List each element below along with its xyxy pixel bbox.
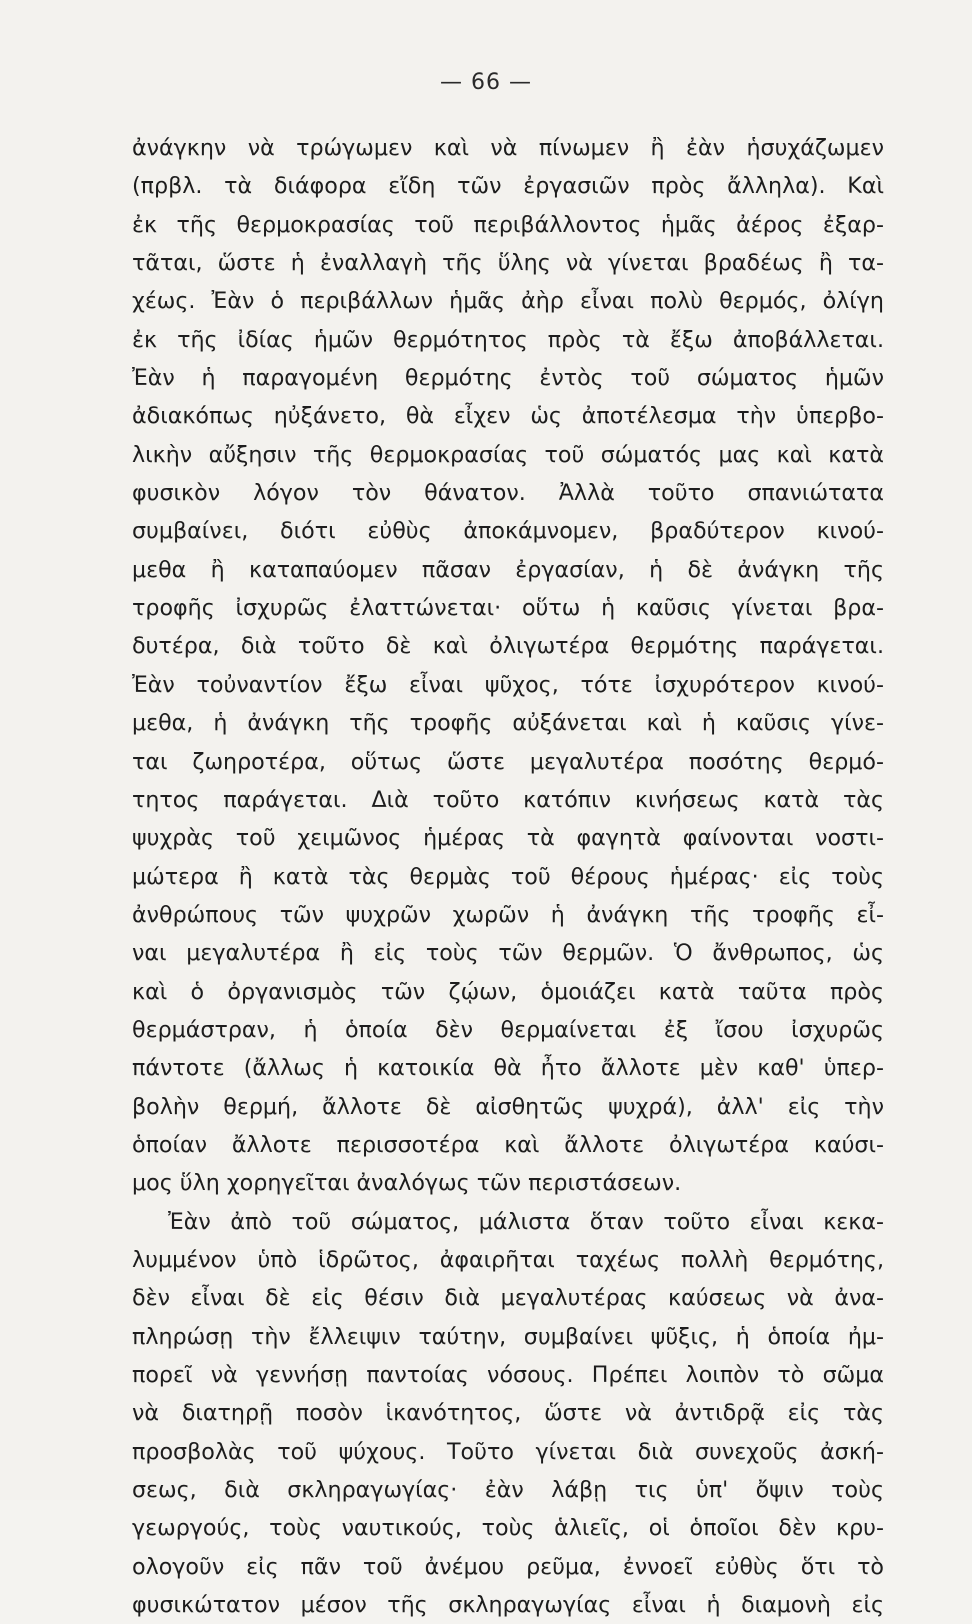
text-line: ολογοῦν εἰς πᾶν τοῦ ἀνέμου ρεῦμα, ἐννοεῖ εὐθὺς ὅτι τὸ bbox=[132, 1553, 884, 1580]
text-line: πάντοτε (ἄλλως ἡ κατοικία θὰ ἦτο ἄλλοτε μὲν καθ' ὑπερ- bbox=[132, 1055, 884, 1082]
text-line: σεως, διὰ σκληραγωγίας· ἐὰν λάβῃ τις ὑπ' ὄψιν τοὺς bbox=[132, 1477, 884, 1504]
text-line: μος ὕλη χορηγεῖται ἀναλόγως τῶν περιστάσεων. bbox=[132, 1170, 682, 1197]
text-line: ὁποίαν ἄλλοτε περισσοτέρα καὶ ἄλλοτε ὀλιγωτέρα καύσι- bbox=[132, 1131, 884, 1158]
text-line: λυμμένον ὑπὸ ἱδρῶτος, ἀφαιρῆται ταχέως πολλὴ θερμότης, bbox=[132, 1246, 884, 1273]
text-line: δυτέρα, διὰ τοῦτο δὲ καὶ ὀλιγωτέρα θερμότης παράγεται. bbox=[132, 633, 884, 660]
text-line: πληρώσῃ τὴν ἔλλειψιν ταύτην, συμβαίνει ψῦξις, ἡ ὁποία ἠμ- bbox=[132, 1323, 884, 1350]
text-line: τροφῆς ἰσχυρῶς ἐλαττώνεται· οὕτω ἡ καῦσις γίνεται βρα- bbox=[132, 595, 884, 622]
text-line: χέως. Ἐὰν ὁ περιβάλλων ἡμᾶς ἀὴρ εἶναι πολὺ θερμός, ὀλίγη bbox=[132, 288, 884, 315]
text-line: Ἐὰν ἡ παραγομένη θερμότης ἐντὸς τοῦ σώματος ἡμῶν bbox=[132, 365, 884, 392]
text-line: βολὴν θερμή, ἄλλοτε δὲ αἰσθητῶς ψυχρά), ἀλλ' εἰς τὴν bbox=[132, 1093, 884, 1120]
text-line: θερμάστραν, ἡ ὁποία δὲν θερμαίνεται ἐξ ἴσου ἰσχυρῶς bbox=[132, 1016, 884, 1043]
text-line: συμβαίνει, διότι εὐθὺς ἀποκάμνομεν, βραδύτερον κινού- bbox=[132, 518, 884, 545]
paragraph bbox=[132, 1203, 884, 1624]
page-number: — 66 — bbox=[440, 70, 532, 95]
text-line: Ἐὰν ἀπὸ τοῦ σώματος, μάλιστα ὅταν τοῦτο εἶναι κεκα- bbox=[168, 1208, 884, 1235]
body-text bbox=[132, 129, 884, 1624]
text-line: μεθα, ἡ ἀνάγκη τῆς τροφῆς αὐξάνεται καὶ ἡ καῦσις γίνε- bbox=[132, 710, 884, 737]
text-line: ἐκ τῆς ἰδίας ἡμῶν θερμότητος πρὸς τὰ ἔξω ἀποβάλλεται. bbox=[132, 326, 884, 353]
text-line: προσβολὰς τοῦ ψύχους. Τοῦτο γίνεται διὰ συνεχοῦς ἀσκή- bbox=[132, 1438, 884, 1465]
text-line: ἀδιακόπως ηὐξάνετο, θὰ εἶχεν ὡς ἀποτέλεσμα τὴν ὑπερβο- bbox=[132, 403, 884, 430]
text-line: λικὴν αὔξησιν τῆς θερμοκρασίας τοῦ σώματός μας καὶ κατὰ bbox=[132, 441, 884, 468]
text-line: καὶ ὁ ὀργανισμὸς τῶν ζῴων, ὁμοιάζει κατὰ ταῦτα πρὸς bbox=[132, 978, 884, 1005]
text-line: ἀνθρώπους τῶν ψυχρῶν χωρῶν ἡ ἀνάγκη τῆς τροφῆς εἶ- bbox=[132, 901, 884, 928]
text-line: ται ζωηροτέρα, οὕτως ὥστε μεγαλυτέρα ποσότης θερμό- bbox=[132, 748, 884, 775]
text-line: τητος παράγεται. Διὰ τοῦτο κατόπιν κινήσεως κατὰ τὰς bbox=[132, 786, 884, 813]
paragraph bbox=[132, 129, 884, 1203]
text-line: πορεῖ νὰ γεννήσῃ παντοίας νόσους. Πρέπει λοιπὸν τὸ σῶμα bbox=[132, 1362, 884, 1388]
text-line: Ἐὰν τοὐναντίον ἔξω εἶναι ψῦχος, τότε ἰσχυρότερον κινού- bbox=[132, 671, 884, 698]
text-line: ἀνάγκην νὰ τρώγωμεν καὶ νὰ πίνωμεν ἢ ἐὰν ἡσυχάζωμεν bbox=[132, 135, 884, 161]
text-line: (πρβλ. τὰ διάφορα εἴδη τῶν ἐργασιῶν πρὸς ἄλληλα). Καὶ bbox=[132, 173, 884, 200]
text-line: δὲν εἶναι δὲ εἰς θέσιν διὰ μεγαλυτέρας καύσεως νὰ ἀνα- bbox=[132, 1285, 884, 1312]
text-line: φυσικώτατον μέσον τῆς σκληραγωγίας εἶναι ἡ διαμονὴ εἰς bbox=[132, 1592, 884, 1619]
text-line: ψυχρὰς τοῦ χειμῶνος ἡμέρας τὰ φαγητὰ φαίνονται νοστι- bbox=[132, 825, 884, 852]
text-line: ναι μεγαλυτέρα ἢ εἰς τοὺς τῶν θερμῶν. Ὁ ἄνθρωπος, ὡς bbox=[132, 940, 884, 967]
text-line: φυσικὸν λόγον τὸν θάνατον. Ἀλλὰ τοῦτο σπανιώτατα bbox=[132, 480, 884, 507]
text-line: μώτερα ἢ κατὰ τὰς θερμὰς τοῦ θέρους ἡμέρας· εἰς τοὺς bbox=[132, 863, 884, 890]
text-line: τᾶται, ὥστε ἡ ἐναλλαγὴ τῆς ὕλης νὰ γίνεται βραδέως ἢ τα- bbox=[132, 250, 884, 277]
text-line: ἐκ τῆς θερμοκρασίας τοῦ περιβάλλοντος ἡμᾶς ἀέρος ἐξαρ- bbox=[132, 211, 884, 238]
text-line: γεωργούς, τοὺς ναυτικούς, τοὺς ἁλιεῖς, οἱ ὁποῖοι δὲν κρυ- bbox=[132, 1515, 884, 1542]
text-line: μεθα ἢ καταπαύομεν πᾶσαν ἐργασίαν, ἡ δὲ ἀνάγκη τῆς bbox=[132, 556, 884, 583]
text-line: νὰ διατηρῇ ποσὸν ἱκανότητος, ὥστε νὰ ἀντιδρᾷ εἰς τὰς bbox=[132, 1400, 884, 1427]
